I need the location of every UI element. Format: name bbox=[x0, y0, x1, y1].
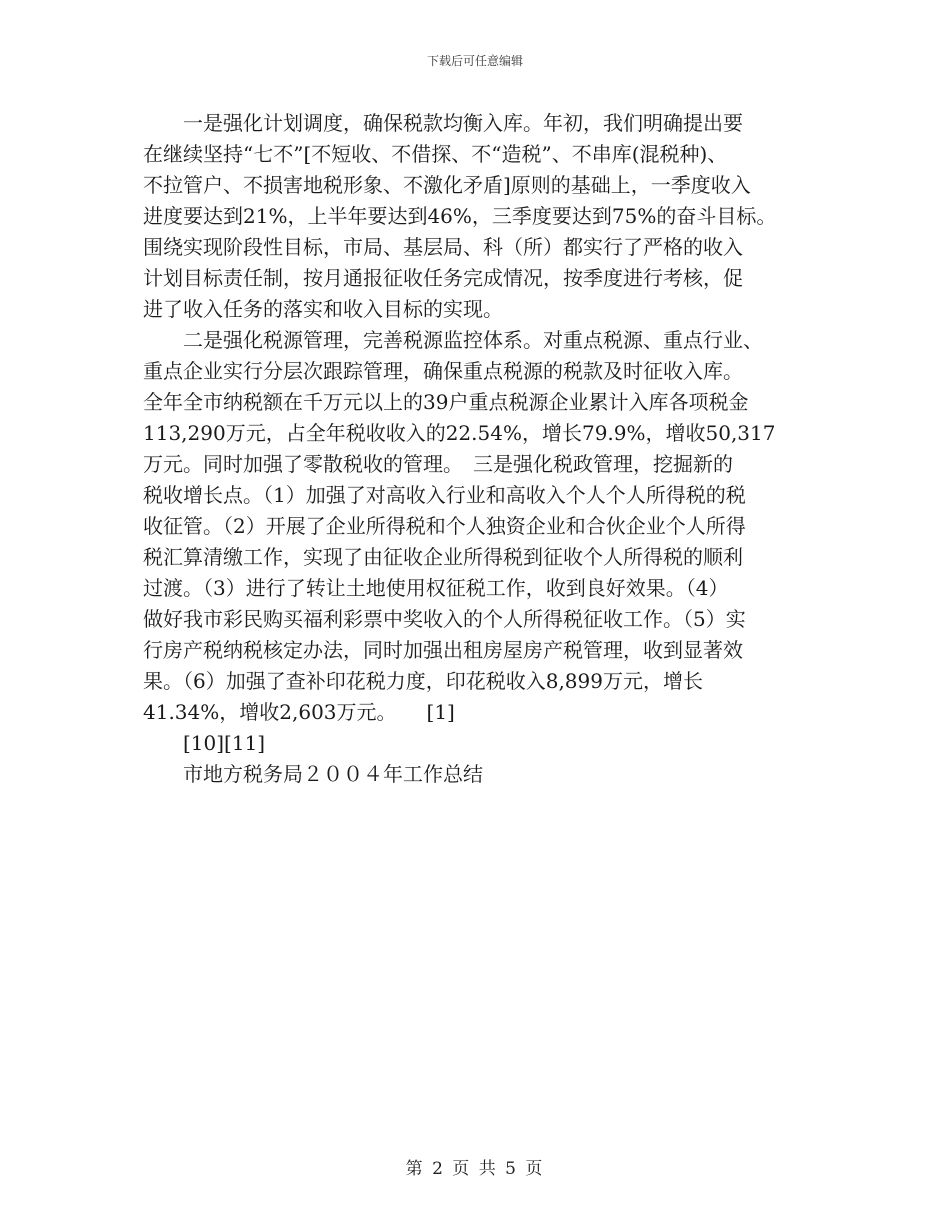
paragraph-1-line-1: 一是强化计划调度，确保税款均衡入库。年初，我们明确提出要 bbox=[183, 111, 743, 135]
paragraph-1-line-5: 围绕实现阶段性目标，市局、基层局、科（所）都实行了严格的收入 bbox=[143, 235, 743, 259]
reference-links: [10][11] bbox=[183, 731, 266, 755]
paragraph-1-line-7: 进了收入任务的落实和收入目标的实现。 bbox=[143, 297, 503, 321]
paragraph-2-line-10: 做好我市彩民购买福利彩票中奖收入的个人所得税征收工作。（5）实 bbox=[143, 607, 746, 631]
paragraph-1-line-2: 在继续坚持“七不”[不短收、不借探、不“造税”、不串库(混税种)、 bbox=[143, 142, 728, 166]
paragraph-2-line-3: 全年全市纳税额在千万元以上的39户重点税源企业累计入库各项税金 bbox=[143, 390, 749, 414]
paragraph-1-line-6: 计划目标责任制，按月通报征收任务完成情况，按季度进行考核，促 bbox=[143, 266, 743, 290]
page-header: 下载后可任意编辑 bbox=[426, 54, 523, 68]
paragraph-2-line-7: 收征管。（2）开展了企业所得税和个人独资企业和合伙企业个人所得 bbox=[143, 514, 746, 538]
document-body bbox=[143, 108, 823, 790]
paragraph-2-line-11: 行房产税纳税核定办法，同时加强出租房屋房产税管理，收到显著效 bbox=[143, 638, 743, 662]
paragraph-2-line-2: 重点企业实行分层次跟踪管理，确保重点税源的税款及时征收入库。 bbox=[143, 359, 743, 383]
paragraph-2-line-12: 果。（6）加强了查补印花税力度，印花税收入8,899万元，增长 bbox=[143, 669, 703, 693]
paragraph-2-line-1: 二是强化税源管理，完善税源监控体系。对重点税源、重点行业、 bbox=[183, 328, 763, 352]
page-number: 第 2 页 共 5 页 bbox=[405, 1159, 545, 1179]
paragraph-2-line-4: 113,290万元，占全年税收收入的22.54%，增长79.9%，增收50,317 bbox=[143, 421, 776, 445]
paragraph-2-line-5: 万元。同时加强了零散税收的管理。 三是强化税政管理，挖掘新的 bbox=[143, 452, 733, 476]
paragraph-1-line-3: 不拉管户、不损害地税形象、不激化矛盾]原则的基础上，一季度收入 bbox=[143, 173, 751, 197]
paragraph-2-line-8: 税汇算清缴工作，实现了由征收企业所得税到征收个人所得税的顺利 bbox=[143, 545, 743, 569]
paragraph-2-line-6: 税收增长点。（1）加强了对高收入行业和高收入个人个人所得税的税 bbox=[143, 483, 746, 507]
paragraph-1-line-4: 进度要达到21%，上半年要达到46%，三季度要达到75%的奋斗目标。 bbox=[143, 204, 777, 228]
paragraph-2-line-9: 过渡。（3）进行了转让土地使用权征税工作，收到良好效果。（4） bbox=[143, 576, 729, 600]
paragraph-2-line-13: 41.34%，增收2,603万元。 [1] bbox=[143, 700, 455, 724]
document-title-line: 市地方税务局２００４年工作总结 bbox=[183, 762, 483, 786]
